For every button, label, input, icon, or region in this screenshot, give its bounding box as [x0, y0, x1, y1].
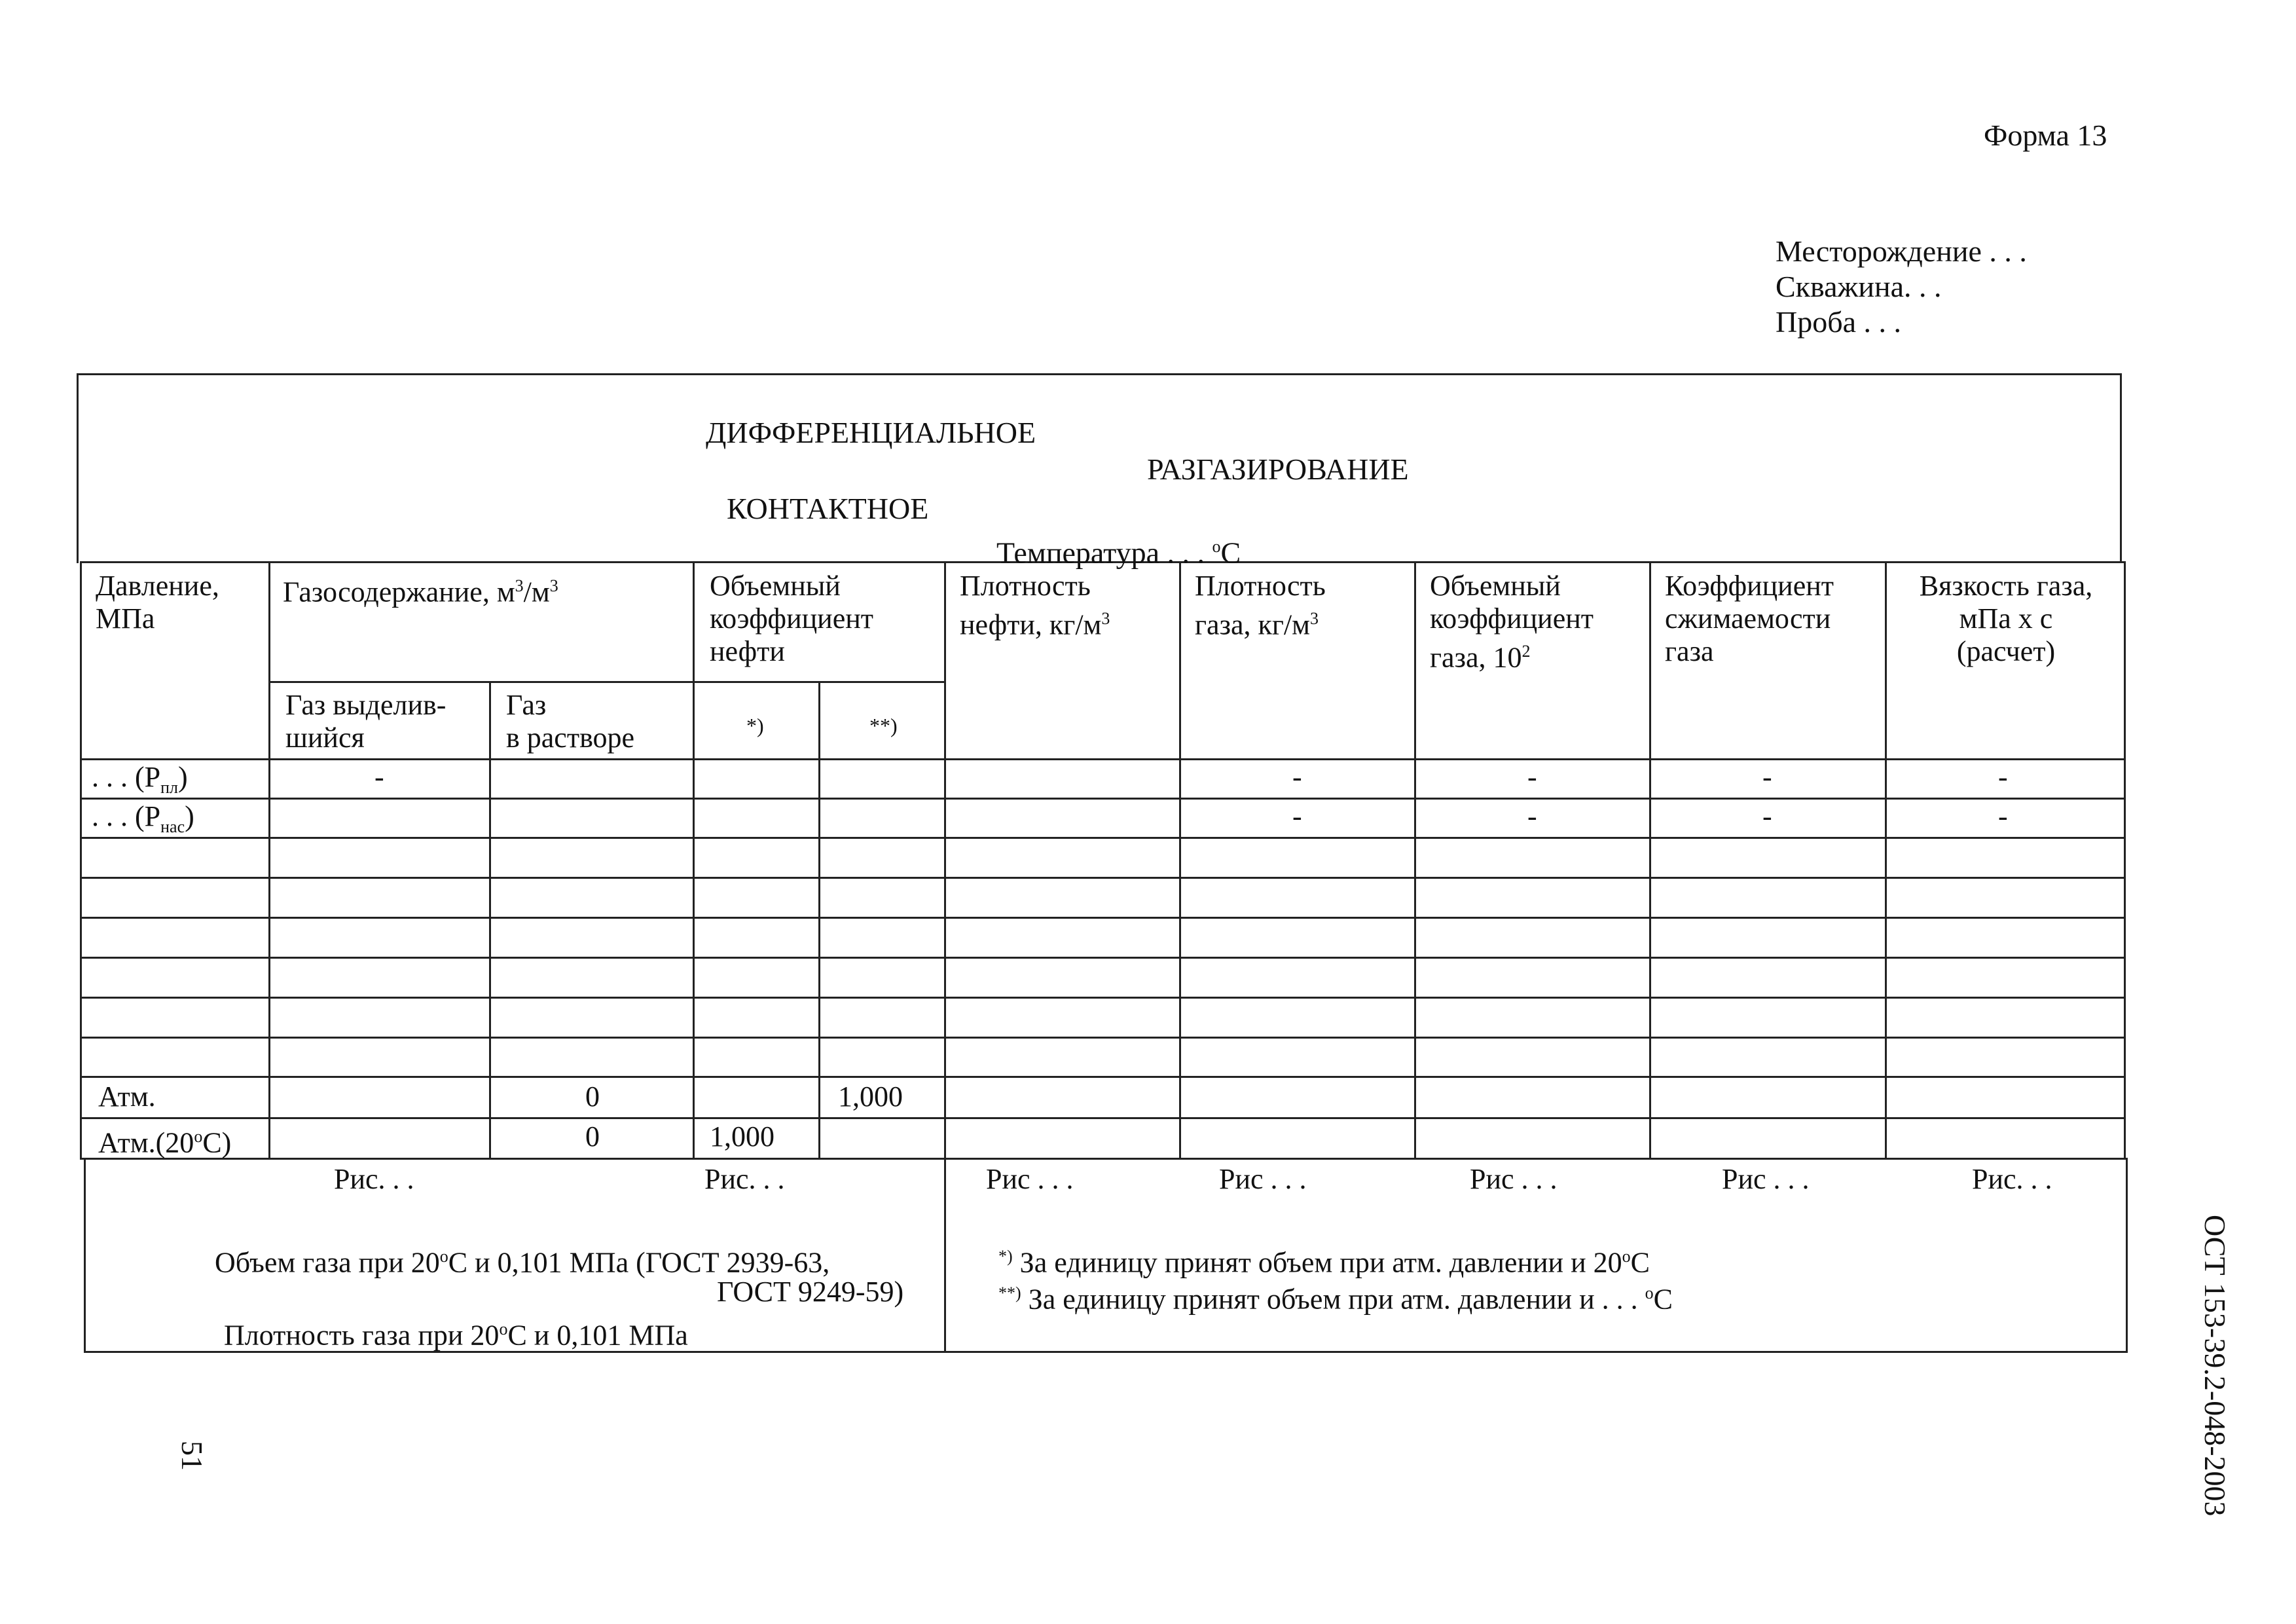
- dash: -: [1292, 761, 1302, 793]
- col-gas-released: Газ выделив- шийся: [285, 689, 446, 754]
- figure-ref: Рис . . .: [1722, 1163, 1810, 1195]
- field-sample: Проба . . .: [1776, 305, 1902, 339]
- field-well: Скважина. . .: [1776, 270, 1942, 303]
- row-atm-label: Атм.: [98, 1080, 156, 1113]
- col-oil-volume-sub2: **): [869, 714, 898, 737]
- dash: -: [374, 761, 384, 793]
- col-pressure: Давление, МПа: [96, 570, 219, 635]
- dash: -: [1762, 800, 1772, 832]
- figure-ref: Рис. . .: [704, 1163, 785, 1195]
- row-p-reservoir-label: . . . $(P_{пл})$: [92, 761, 188, 797]
- figure-ref: Рис . . .: [1219, 1163, 1307, 1195]
- footnote-1: *) За единицу принят объем при атм. давлении и 20$^o$C: [998, 1246, 1650, 1279]
- col-gas-density: Плотность газа, $кг/м^3$: [1195, 570, 1326, 641]
- atm20-oil-value: 1,000: [710, 1120, 774, 1153]
- atm-gas-value: 0: [585, 1080, 600, 1113]
- gas-density-note: Плотность газа при 20$^o$C и 0,101 МПа: [224, 1319, 688, 1352]
- title-differential: ДИФФЕРЕНЦИАЛЬНОЕ: [706, 416, 1036, 449]
- col-gas-dissolved: Газ в растворе: [506, 689, 635, 754]
- col-gas-volume-coef: Объемный коэффициент газа, $10^2$: [1430, 570, 1594, 674]
- atm-oil-value: 1,000: [838, 1080, 903, 1113]
- figure-ref: Рис. . .: [1972, 1163, 2052, 1195]
- col-compressibility: Коэффициент сжимаемости газа: [1665, 570, 1834, 667]
- dash: -: [1292, 800, 1302, 832]
- dash: -: [1527, 800, 1537, 832]
- dash: -: [1527, 761, 1537, 793]
- gas-volume-note: Объем газа при 20$^o$C и 0,101 МПа (ГОСТ 2939-63,: [215, 1246, 830, 1279]
- col-oil-density: Плотность нефти, $кг/м^3$: [960, 570, 1110, 641]
- form-label: Форма 13: [1984, 119, 2107, 152]
- atm20-gas-value: 0: [585, 1120, 600, 1153]
- title-contact: КОНТАКТНОЕ: [727, 492, 929, 525]
- col-oil-volume-coef: Объемный коэффициент нефти: [710, 570, 874, 667]
- row-atm20-label: Атм.(20$^o$C): [98, 1126, 232, 1159]
- figure-ref: Рис . . .: [986, 1163, 1074, 1195]
- dash: -: [1998, 761, 2008, 793]
- footnote-2: **) За единицу принят объем при атм. давлении и . . . $^o$C: [998, 1283, 1673, 1316]
- page-number: 51: [175, 1441, 209, 1471]
- col-oil-volume-sub1: *): [746, 714, 764, 737]
- figure-ref: Рис . . .: [1470, 1163, 1558, 1195]
- col-gas-content: Газосодержание, $м^3/м^3$: [283, 576, 558, 608]
- figure-ref: Рис. . .: [334, 1163, 414, 1195]
- row-p-saturation-label: . . . $(P_{нас})$: [92, 800, 194, 836]
- col-viscosity: Вязкость газа, мПа х с (расчет): [1919, 570, 2093, 667]
- title-degassing: РАЗГАЗИРОВАНИЕ: [1147, 452, 1409, 486]
- gost-ref: ГОСТ 9249-59): [717, 1276, 904, 1308]
- temperature-label: Температура . . . $^o$C: [996, 536, 1241, 570]
- field-deposit: Месторождение . . .: [1776, 234, 2027, 268]
- dash: -: [1762, 761, 1772, 793]
- dash: -: [1998, 800, 2008, 832]
- standard-code: ОСТ 153-39.2-048-2003: [2198, 1215, 2232, 1517]
